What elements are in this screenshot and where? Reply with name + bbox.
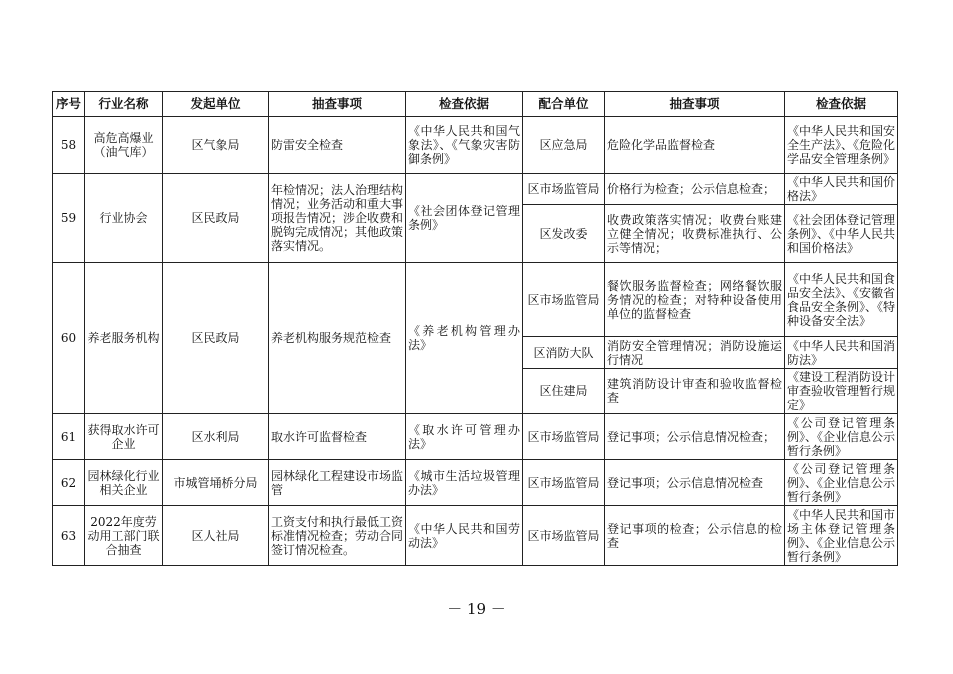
inspection-basis: 《中华人民共和国气象法》、《气象灾害防御条例》 (406, 117, 523, 174)
inspection-table (52, 91, 898, 566)
inspection-item: 工资支付和执行最低工资标准情况检查；劳动合同签订情况检查。 (269, 506, 406, 566)
coop-item: 收费政策落实情况；收费台账建立健全情况；收费标准执行、公示等情况； (605, 205, 785, 263)
header-cell: 序号 (53, 92, 85, 117)
initiator-unit: 市城管埇桥分局 (163, 460, 269, 506)
inspection-basis: 《社会团体登记管理条例》 (406, 174, 523, 263)
header-cell: 抽查事项 (605, 92, 785, 117)
coop-basis: 《中华人民共和国价格法》 (785, 174, 898, 205)
inspection-basis: 《养老机构管理办法》 (406, 263, 523, 414)
header-cell: 检查依据 (406, 92, 523, 117)
coop-unit: 区发改委 (523, 205, 605, 263)
coop-basis: 《中华人民共和国安全生产法》、《危险化学品安全管理条例》 (785, 117, 898, 174)
header-cell: 配合单位 (523, 92, 605, 117)
row-number: 59 (53, 174, 85, 263)
initiator-unit: 区民政局 (163, 263, 269, 414)
row-number: 61 (53, 414, 85, 460)
initiator-unit: 区气象局 (163, 117, 269, 174)
coop-basis: 《社会团体登记管理条例》、《中华人民共和国价格法》 (785, 205, 898, 263)
table-row (53, 414, 898, 460)
coop-item: 建筑消防设计审查和验收监督检查 (605, 369, 785, 414)
coop-basis: 《中华人民共和国食品安全法》、《安徽省食品安全条例》、《特种设备安全法》 (785, 263, 898, 337)
coop-unit: 区市场监管局 (523, 460, 605, 506)
coop-unit: 区住建局 (523, 369, 605, 414)
inspection-basis: 《取水许可管理办法》 (406, 414, 523, 460)
row-number: 60 (53, 263, 85, 414)
industry-name: 高危高爆业（油气库） (85, 117, 163, 174)
table-row (53, 460, 898, 506)
coop-item: 登记事项；公示信息情况检查 (605, 460, 785, 506)
row-number: 58 (53, 117, 85, 174)
coop-basis: 《公司登记管理条例》、《企业信息公示暂行条例》 (785, 414, 898, 460)
coop-basis: 《中华人民共和国消防法》 (785, 337, 898, 369)
coop-item: 登记事项的检查；公示信息的检查 (605, 506, 785, 566)
industry-name: 园林绿化行业相关企业 (85, 460, 163, 506)
table-row (53, 174, 898, 205)
coop-item: 价格行为检查；公示信息检查； (605, 174, 785, 205)
industry-name: 2022年度劳动用工部门联合抽查 (85, 506, 163, 566)
coop-item: 危险化学品监督检查 (605, 117, 785, 174)
industry-name: 获得取水许可企业 (85, 414, 163, 460)
coop-item: 登记事项；公示信息情况检查； (605, 414, 785, 460)
coop-item: 消防安全管理情况；消防设施运行情况 (605, 337, 785, 369)
coop-basis: 《中华人民共和国市场主体登记管理条例》、《企业信息公示暂行条例》 (785, 506, 898, 566)
coop-basis: 《公司登记管理条例》、《企业信息公示暂行条例》 (785, 460, 898, 506)
initiator-unit: 区民政局 (163, 174, 269, 263)
coop-unit: 区应急局 (523, 117, 605, 174)
initiator-unit: 区水利局 (163, 414, 269, 460)
inspection-item: 防雷安全检查 (269, 117, 406, 174)
header-cell: 发起单位 (163, 92, 269, 117)
coop-unit: 区消防大队 (523, 337, 605, 369)
header-cell: 检查依据 (785, 92, 898, 117)
inspection-basis: 《中华人民共和国劳动法》 (406, 506, 523, 566)
coop-unit: 区市场监管局 (523, 506, 605, 566)
inspection-item: 园林绿化工程建设市场监管 (269, 460, 406, 506)
header-row (53, 92, 898, 117)
table-row (53, 117, 898, 174)
coop-basis: 《建设工程消防设计审查验收管理暂行规定》 (785, 369, 898, 414)
inspection-item: 取水许可监督检查 (269, 414, 406, 460)
header-cell: 抽查事项 (269, 92, 406, 117)
table-row (53, 263, 898, 337)
row-number: 63 (53, 506, 85, 566)
inspection-item: 年检情况；法人治理结构情况；业务活动和重大事项报告情况；涉企收费和脱钩完成情况；其他政策落实情况。 (269, 174, 406, 263)
inspection-basis: 《城市生活垃圾管理办法》 (406, 460, 523, 506)
coop-unit: 区市场监管局 (523, 414, 605, 460)
coop-unit: 区市场监管局 (523, 174, 605, 205)
row-number: 62 (53, 460, 85, 506)
industry-name: 养老服务机构 (85, 263, 163, 414)
coop-item: 餐饮服务监督检查；网络餐饮服务情况的检查；对特种设备使用单位的监督检查 (605, 263, 785, 337)
header-cell: 行业名称 (85, 92, 163, 117)
initiator-unit: 区人社局 (163, 506, 269, 566)
inspection-item: 养老机构服务规范检查 (269, 263, 406, 414)
coop-unit: 区市场监管局 (523, 263, 605, 337)
page-number: － 19 － (447, 600, 506, 618)
table-row (53, 506, 898, 566)
industry-name: 行业协会 (85, 174, 163, 263)
